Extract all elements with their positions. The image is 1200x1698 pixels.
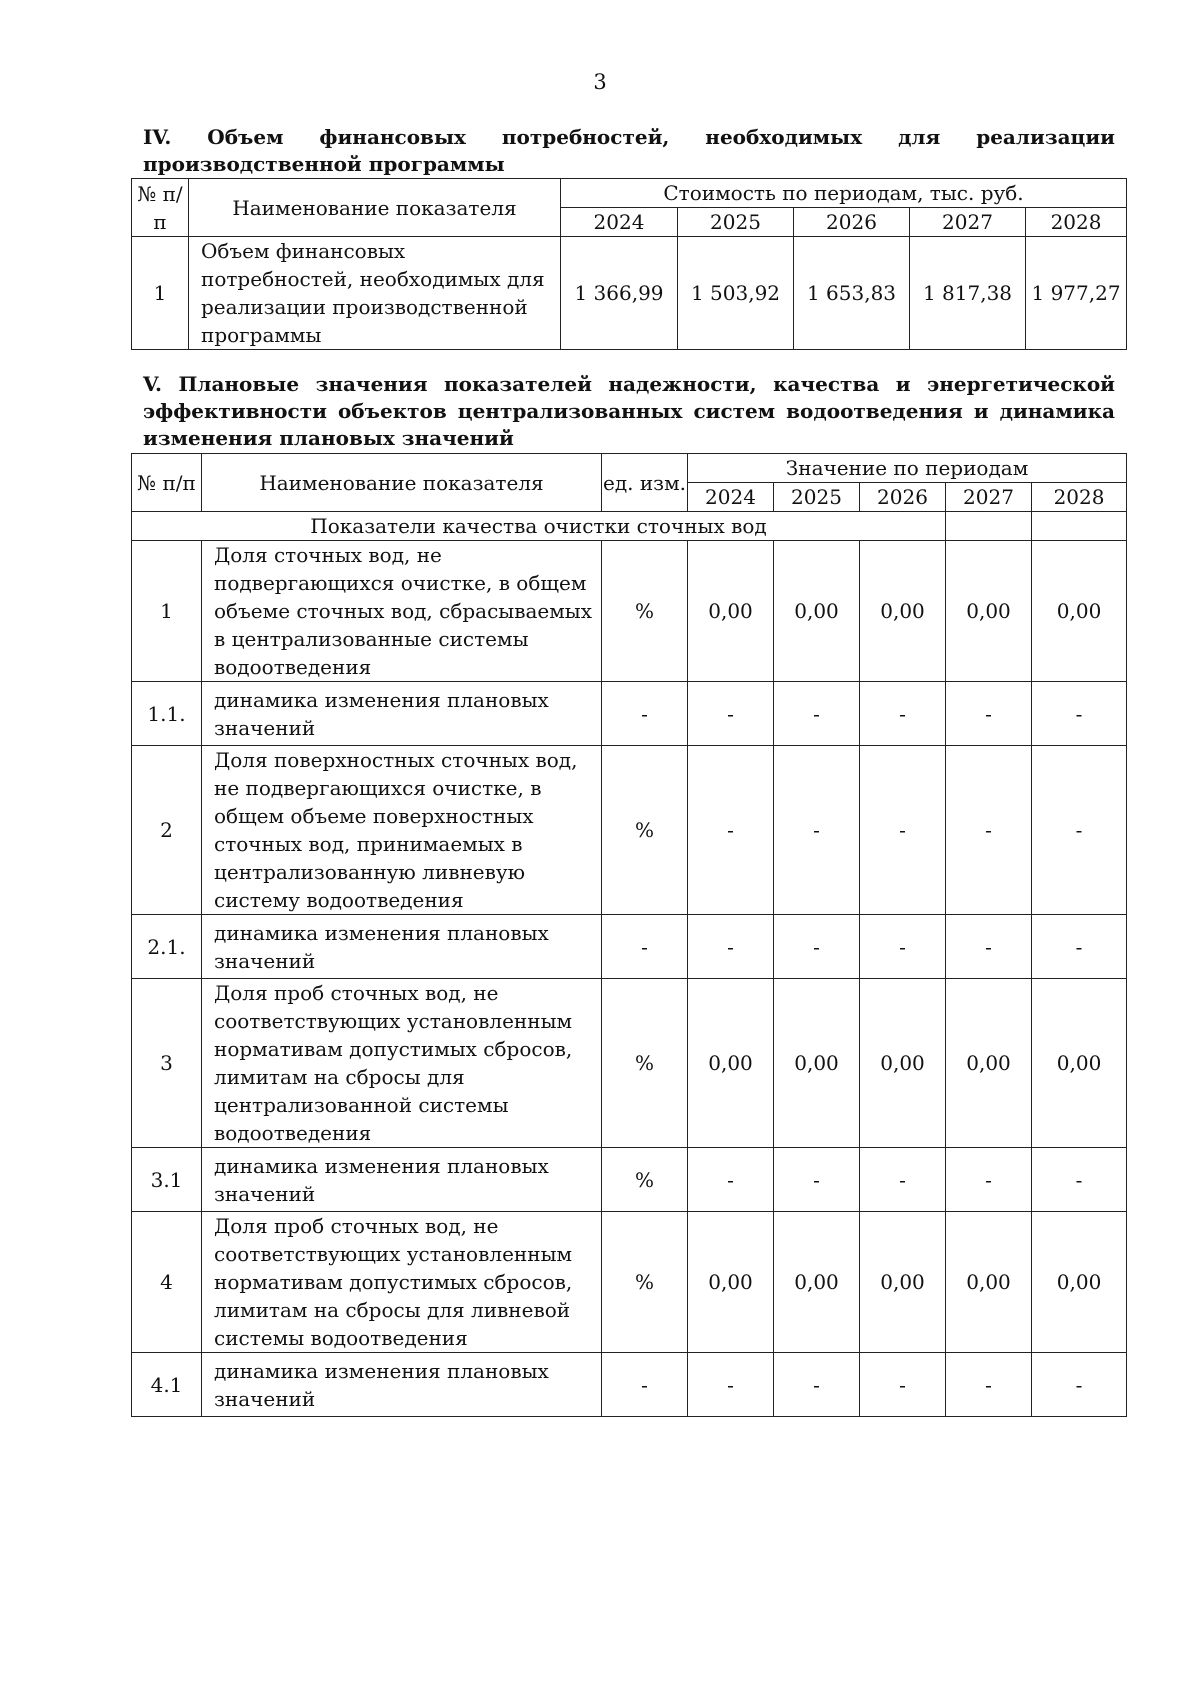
row-name: Доля проб сточных вод, не соответствующих установленным нормативам допустимых сбросов, лимитам на сбросы для ливневой системы водоотведения [202, 1212, 602, 1353]
period-value: - [774, 746, 860, 915]
row-num: 1 [132, 237, 189, 350]
row-unit: % [602, 541, 688, 682]
cost-value: 1 653,83 [794, 237, 910, 350]
period-value: 0,00 [946, 541, 1032, 682]
period-value: - [774, 915, 860, 979]
period-value: 0,00 [946, 1212, 1032, 1353]
table-row [132, 915, 1127, 979]
row-unit: - [602, 915, 688, 979]
header-year: 2026 [794, 208, 910, 237]
period-value: - [688, 1148, 774, 1212]
planned-indicators-table [131, 453, 1127, 1417]
period-value: 0,00 [774, 541, 860, 682]
period-value: - [860, 915, 946, 979]
financial-needs-table [131, 178, 1127, 350]
period-value: - [688, 915, 774, 979]
period-value: - [860, 1353, 946, 1417]
period-value: 0,00 [1032, 541, 1127, 682]
row-name: динамика изменения плановых значений [202, 915, 602, 979]
period-value: - [688, 746, 774, 915]
period-value: 0,00 [1032, 1212, 1127, 1353]
row-num: 2.1. [132, 915, 202, 979]
period-value: - [860, 746, 946, 915]
row-name: динамика изменения плановых значений [202, 1148, 602, 1212]
cost-value: 1 977,27 [1026, 237, 1127, 350]
row-num: 1 [132, 541, 202, 682]
page-number: 3 [593, 70, 607, 94]
row-name: динамика изменения плановых значений [202, 682, 602, 746]
row-num: 1.1. [132, 682, 202, 746]
period-value: - [1032, 1148, 1127, 1212]
period-value: - [946, 915, 1032, 979]
row-unit: % [602, 1148, 688, 1212]
header-year: 2024 [688, 483, 774, 512]
period-value: - [688, 1353, 774, 1417]
header-num: № п/п [132, 454, 202, 512]
period-value: 0,00 [688, 541, 774, 682]
header-year: 2026 [860, 483, 946, 512]
period-value: 0,00 [860, 979, 946, 1148]
period-value: - [946, 1148, 1032, 1212]
header-year: 2027 [946, 483, 1032, 512]
table-row [132, 1148, 1127, 1212]
period-value: 0,00 [860, 541, 946, 682]
period-value: - [774, 682, 860, 746]
period-value: - [1032, 915, 1127, 979]
cost-value: 1 503,92 [678, 237, 794, 350]
header-unit: ед. изм. [602, 454, 688, 512]
period-value: 0,00 [774, 979, 860, 1148]
header-year: 2028 [1032, 483, 1127, 512]
row-unit: % [602, 979, 688, 1148]
row-name: динамика изменения плановых значений [202, 1353, 602, 1417]
period-value: 0,00 [688, 979, 774, 1148]
row-name: Доля сточных вод, не подвергающихся очистке, в общем объеме сточных вод, сбрасываемых в централизованные системы водоотведения [202, 541, 602, 682]
period-value: 0,00 [860, 1212, 946, 1353]
group-title: Показатели качества очистки сточных вод [132, 512, 946, 541]
row-name: Доля поверхностных сточных вод, не подвергающихся очистке, в общем объеме поверхностных сточных вод, принимаемых в централизованную ливневую систему водоотведения [202, 746, 602, 915]
header-year: 2025 [774, 483, 860, 512]
header-year: 2025 [678, 208, 794, 237]
period-value: - [1032, 1353, 1127, 1417]
table-row [132, 1353, 1127, 1417]
row-num: 2 [132, 746, 202, 915]
period-value: 0,00 [1032, 979, 1127, 1148]
row-name: Доля проб сточных вод, не соответствующих установленным нормативам допустимых сбросов, лимитам на сбросы для централизованной системы водоотведения [202, 979, 602, 1148]
table-row [132, 682, 1127, 746]
period-value: - [860, 1148, 946, 1212]
empty-cell [1032, 512, 1127, 541]
period-value: - [1032, 682, 1127, 746]
cost-value: 1 366,99 [561, 237, 678, 350]
empty-cell [946, 512, 1032, 541]
row-name: Объем финансовых потребностей, необходимых для реализации производственной программы [189, 237, 561, 350]
row-unit: - [602, 682, 688, 746]
header-year: 2024 [561, 208, 678, 237]
row-unit: - [602, 1353, 688, 1417]
header-year: 2028 [1026, 208, 1127, 237]
period-value: 0,00 [774, 1212, 860, 1353]
period-value: - [774, 1353, 860, 1417]
table-row [132, 1212, 1127, 1353]
period-value: - [946, 746, 1032, 915]
row-unit: % [602, 746, 688, 915]
section-4-title: IV. Объем финансовых потребностей, необходимых для реализации производственной программы [143, 125, 1115, 176]
section-5-title: V. Плановые значения показателей надежности, качества и энергетической эффективности объектов централизованных систем водоотведения и динамика изменения плановых значений [143, 372, 1115, 450]
header-indicator-name: Наименование показателя [202, 454, 602, 512]
period-value: 0,00 [946, 979, 1032, 1148]
header-cost-by-period: Стоимость по периодам, тыс. руб. [561, 179, 1127, 208]
period-value: 0,00 [688, 1212, 774, 1353]
header-indicator-name: Наименование показателя [189, 179, 561, 237]
row-num: 3 [132, 979, 202, 1148]
header-values-by-period: Значение по периодам [688, 454, 1127, 483]
header-num: № п/п [132, 179, 189, 237]
row-unit: % [602, 1212, 688, 1353]
header-year: 2027 [910, 208, 1026, 237]
period-value: - [946, 1353, 1032, 1417]
table-row [132, 237, 1127, 350]
row-num: 3.1 [132, 1148, 202, 1212]
table-row [132, 746, 1127, 915]
table-row [132, 541, 1127, 682]
cost-value: 1 817,38 [910, 237, 1026, 350]
period-value: - [1032, 746, 1127, 915]
period-value: - [688, 682, 774, 746]
row-num: 4.1 [132, 1353, 202, 1417]
row-num: 4 [132, 1212, 202, 1353]
table-row [132, 979, 1127, 1148]
period-value: - [774, 1148, 860, 1212]
period-value: - [860, 682, 946, 746]
period-value: - [946, 682, 1032, 746]
